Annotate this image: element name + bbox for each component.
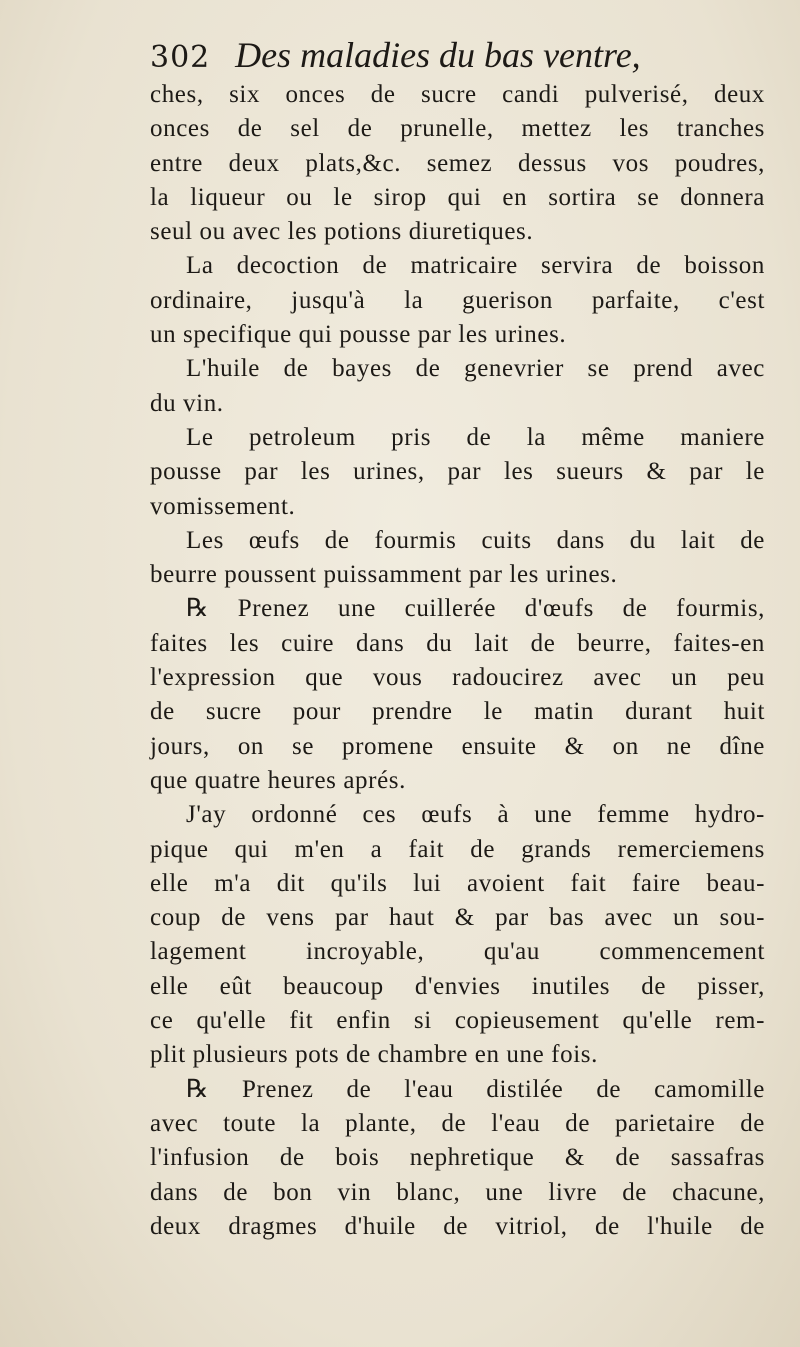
text-line: seul ou avec les potions diuretiques. [150, 218, 534, 246]
text-line: elle m'a dit qu'ils lui avoient fait faire beau- [150, 869, 765, 897]
text-line: ordinaire, jusqu'à la guerison parfaite, c'est [150, 286, 765, 314]
text-line: jours, on se promene ensuite & on ne dîne [150, 732, 765, 760]
text-line: Les œufs de fourmis cuits dans du lait de [186, 526, 765, 554]
page-header [150, 30, 770, 80]
running-title: Des maladies du bas ventre, [235, 35, 641, 75]
page-number: 302 [150, 40, 211, 75]
text-line: avec toute la plante, de l'eau de parietaire de [150, 1109, 765, 1137]
body-text [150, 78, 765, 1244]
text-line: coup de vens par haut & par bas avec un sou- [150, 904, 765, 932]
text-line: elle eût beaucoup d'envies inutiles de pisser, [150, 972, 765, 1000]
text-line: plit plusieurs pots de chambre en une fois. [150, 1041, 598, 1069]
text-line: pousse par les urines, par les sueurs & par le [150, 458, 765, 486]
text-line: de sucre pour prendre le matin durant huit [150, 698, 765, 726]
text-line: dans de bon vin blanc, une livre de chacune, [150, 1178, 765, 1206]
text-line: ℞ Prenez une cuillerée d'œufs de fourmis, [186, 595, 765, 623]
text-line: ce qu'elle fit enfin si copieusement qu'elle rem- [150, 1007, 765, 1035]
text-line: la liqueur ou le sirop qui en sortira se donnera [150, 183, 765, 211]
text-line: Le petroleum pris de la même maniere [186, 423, 765, 451]
text-line: L'huile de bayes de genevrier se prend avec [186, 355, 765, 383]
text-line: du vin. [150, 389, 224, 417]
text-line: deux dragmes d'huile de vitriol, de l'huile de [150, 1212, 765, 1240]
text-line: que quatre heures aprés. [150, 766, 406, 794]
text-line: un specifique qui pousse par les urines. [150, 321, 567, 349]
text-line: La decoction de matricaire servira de boisson [186, 252, 765, 280]
text-line: l'expression que vous radoucirez avec un peu [150, 664, 765, 692]
text-line: entre deux plats,&c. semez dessus vos poudres, [150, 149, 765, 177]
text-line: J'ay ordonné ces œufs à une femme hydro- [186, 801, 765, 829]
text-line: l'infusion de bois nephretique & de sassafras [150, 1144, 765, 1172]
text-line: faites les cuire dans du lait de beurre, faites-en [150, 629, 765, 657]
text-line: vomissement. [150, 492, 296, 520]
text-line: pique qui m'en a fait de grands remerciemens [150, 835, 765, 863]
text-line: onces de sel de prunelle, mettez les tranches [150, 115, 765, 143]
text-line: lagement incroyable, qu'au commencement [150, 938, 765, 966]
text-line: ℞ Prenez de l'eau distilée de camomille [186, 1075, 765, 1103]
text-line: beurre poussent puissamment par les urines. [150, 561, 618, 589]
text-line: ches, six onces de sucre candi pulverisé, deux [150, 81, 765, 108]
